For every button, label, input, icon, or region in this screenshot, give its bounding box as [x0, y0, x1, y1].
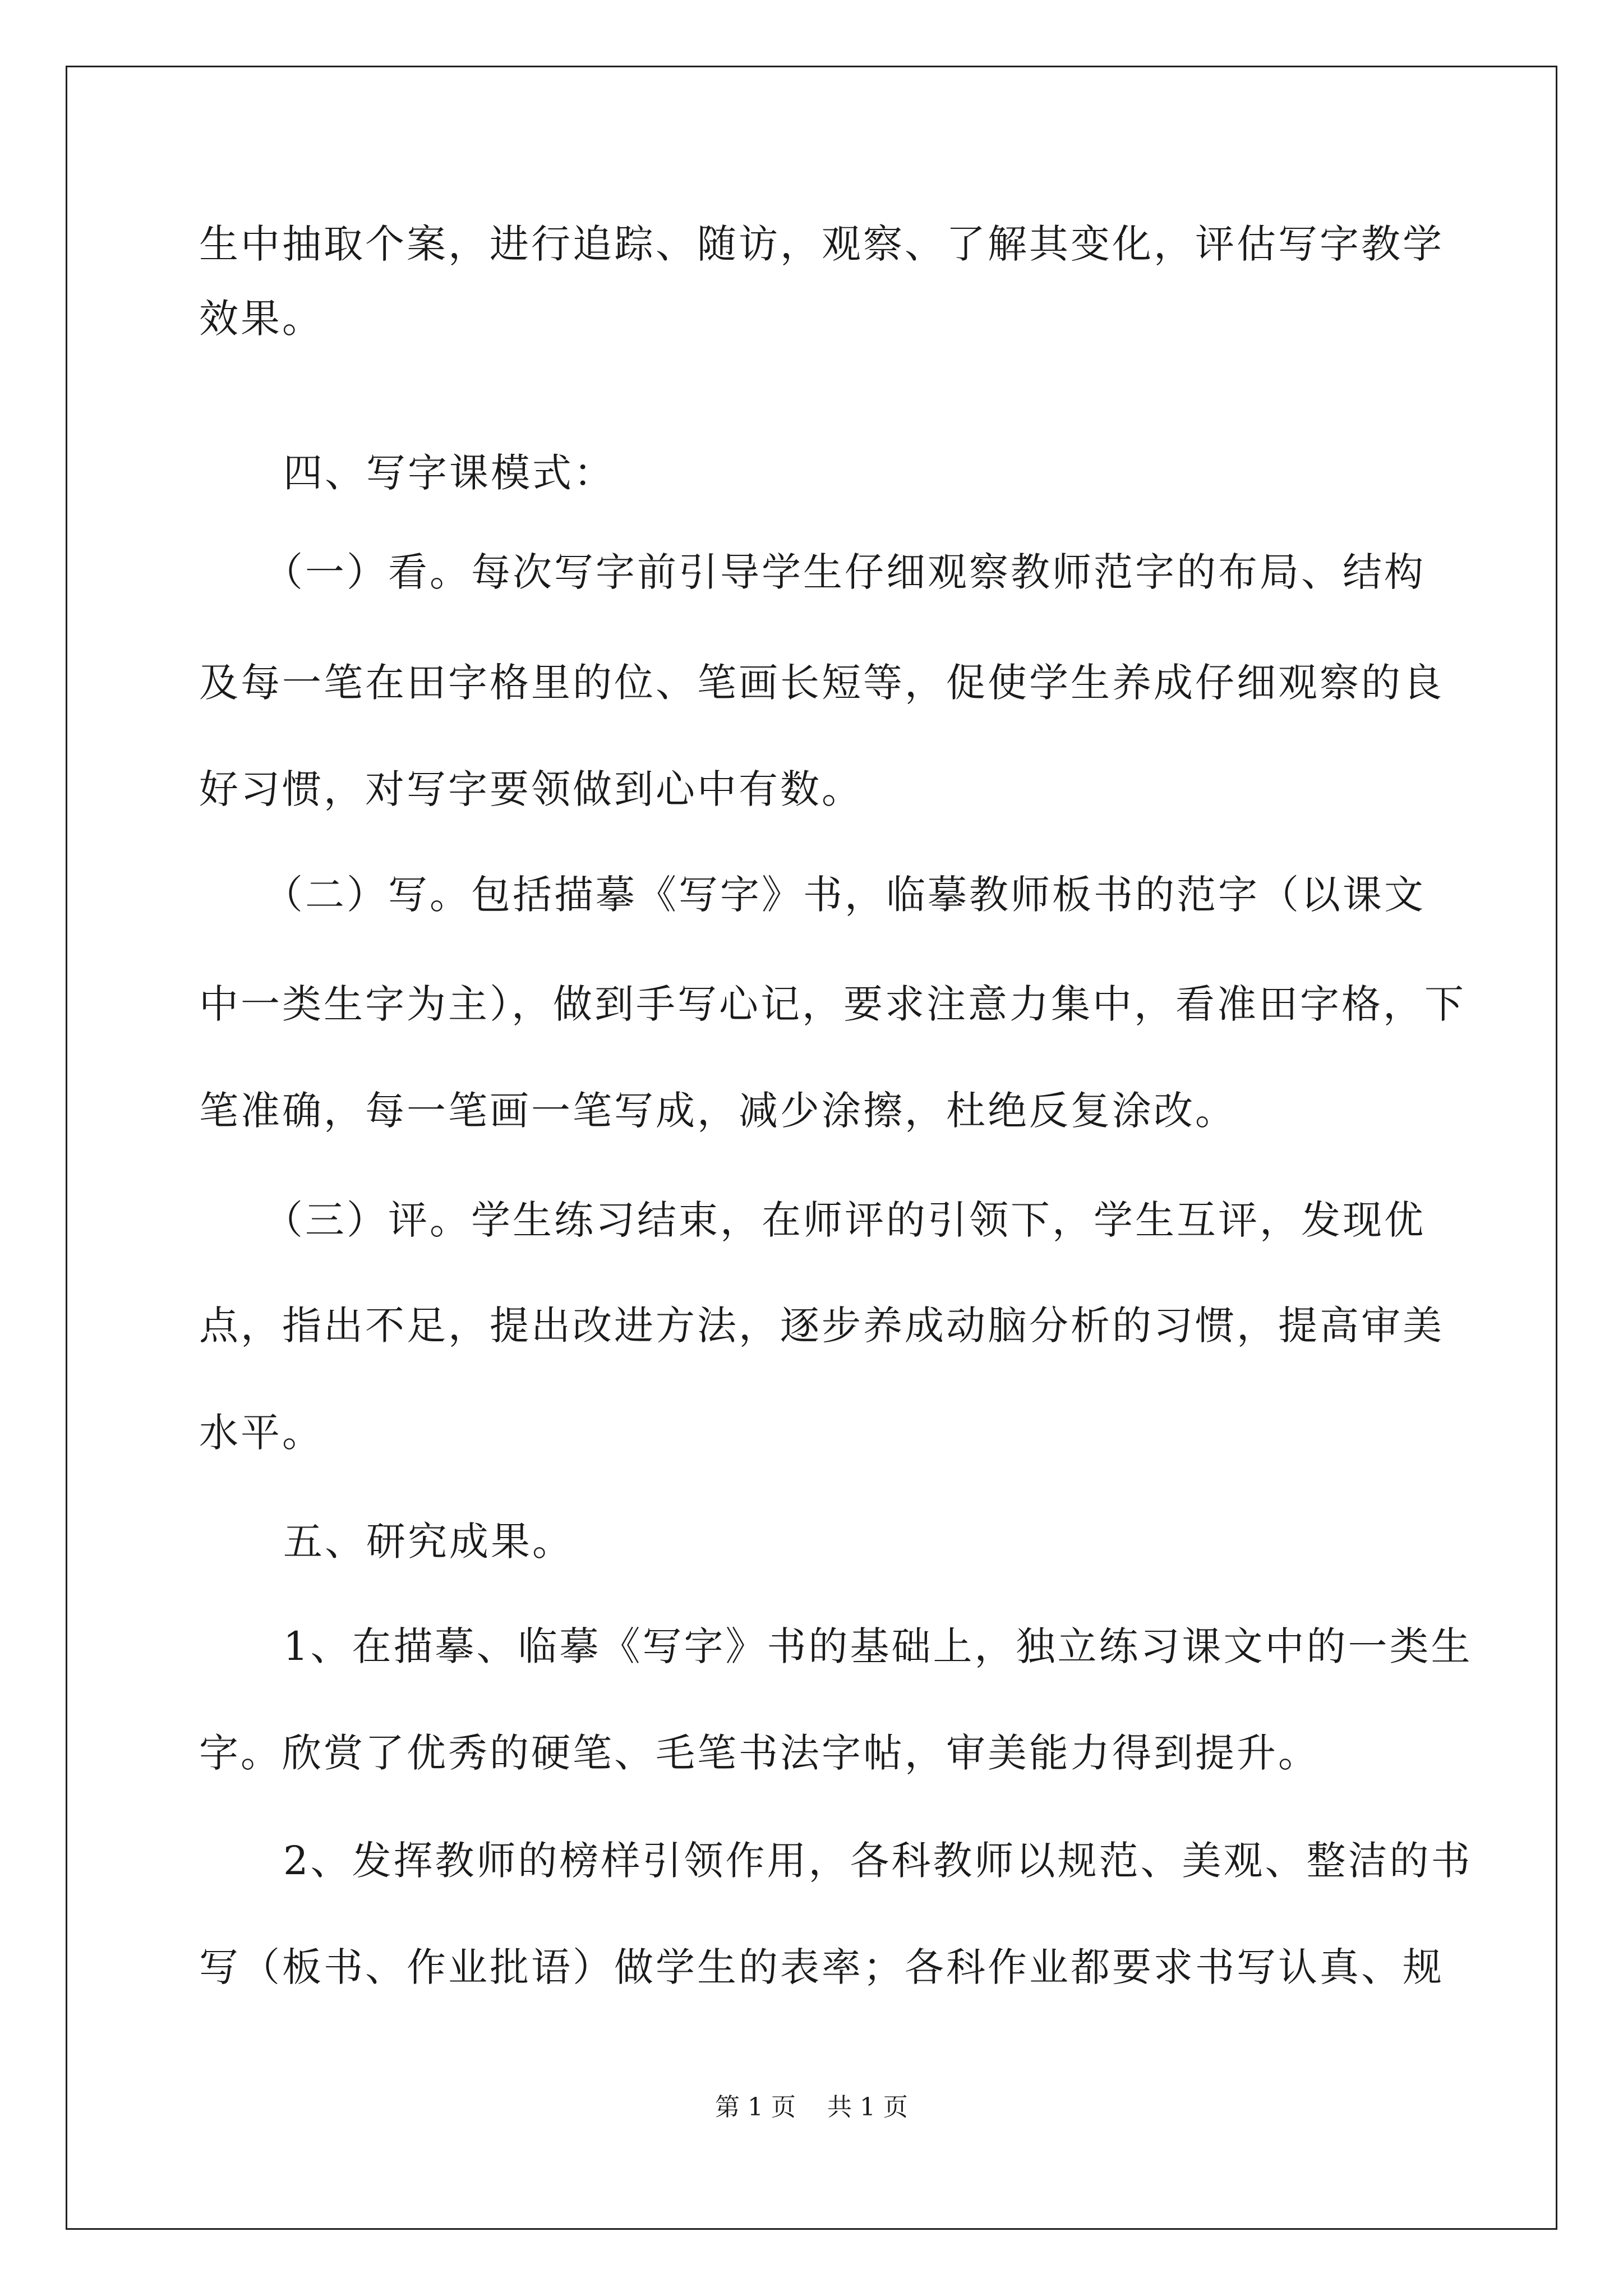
page-frame: [66, 66, 1557, 2230]
paragraph-line: 生中抽取个案，进行追踪、随访，观察、了解其变化，评估写字教学: [199, 221, 1444, 267]
paragraph-line: 好习惯，对写字要领做到心中有数。: [199, 766, 863, 812]
paragraph-line: 及每一笔在田字格里的位、笔画长短等，促使学生养成仔细观察的良: [199, 660, 1444, 706]
page-number-footer: 第 1 页 共 1 页: [715, 2093, 908, 2122]
paragraph-line: （二）写。包括描摹《写字》书，临摹教师板书的范字（以课文: [264, 872, 1426, 918]
paragraph-line: 1、在描摹、临摹《写字》书的基础上，独立练习课文中的一类生: [283, 1623, 1473, 1669]
paragraph-line: 笔准确，每一笔画一笔写成，减少涂擦，杜绝反复涂改。: [199, 1088, 1237, 1134]
paragraph-line: 效果。: [199, 296, 324, 342]
paragraph-line: 写（板书、作业批语）做学生的表率；各科作业都要求书写认真、规: [199, 1944, 1444, 1990]
paragraph-line: 2、发挥教师的榜样引领作用，各科教师以规范、美观、整洁的书: [283, 1838, 1473, 1884]
paragraph-line: （一）看。每次写字前引导学生仔细观察教师范字的布局、结构: [264, 549, 1426, 595]
paragraph-line: 字。欣赏了优秀的硬笔、毛笔书法字帖，审美能力得到提升。: [199, 1730, 1320, 1776]
paragraph-line: 点，指出不足，提出改进方法，逐步养成动脑分析的习惯，提高审美: [199, 1303, 1444, 1349]
paragraph-line: （三）评。学生练习结束，在师评的引领下，学生互评，发现优: [264, 1197, 1426, 1243]
section-heading: 四、写字课模式：: [283, 450, 615, 496]
paragraph-line: 水平。: [199, 1410, 324, 1456]
section-heading: 五、研究成果。: [283, 1519, 574, 1565]
paragraph-line: 中一类生字为主），做到手写心记，要求注意力集中，看准田字格，下: [199, 981, 1466, 1027]
